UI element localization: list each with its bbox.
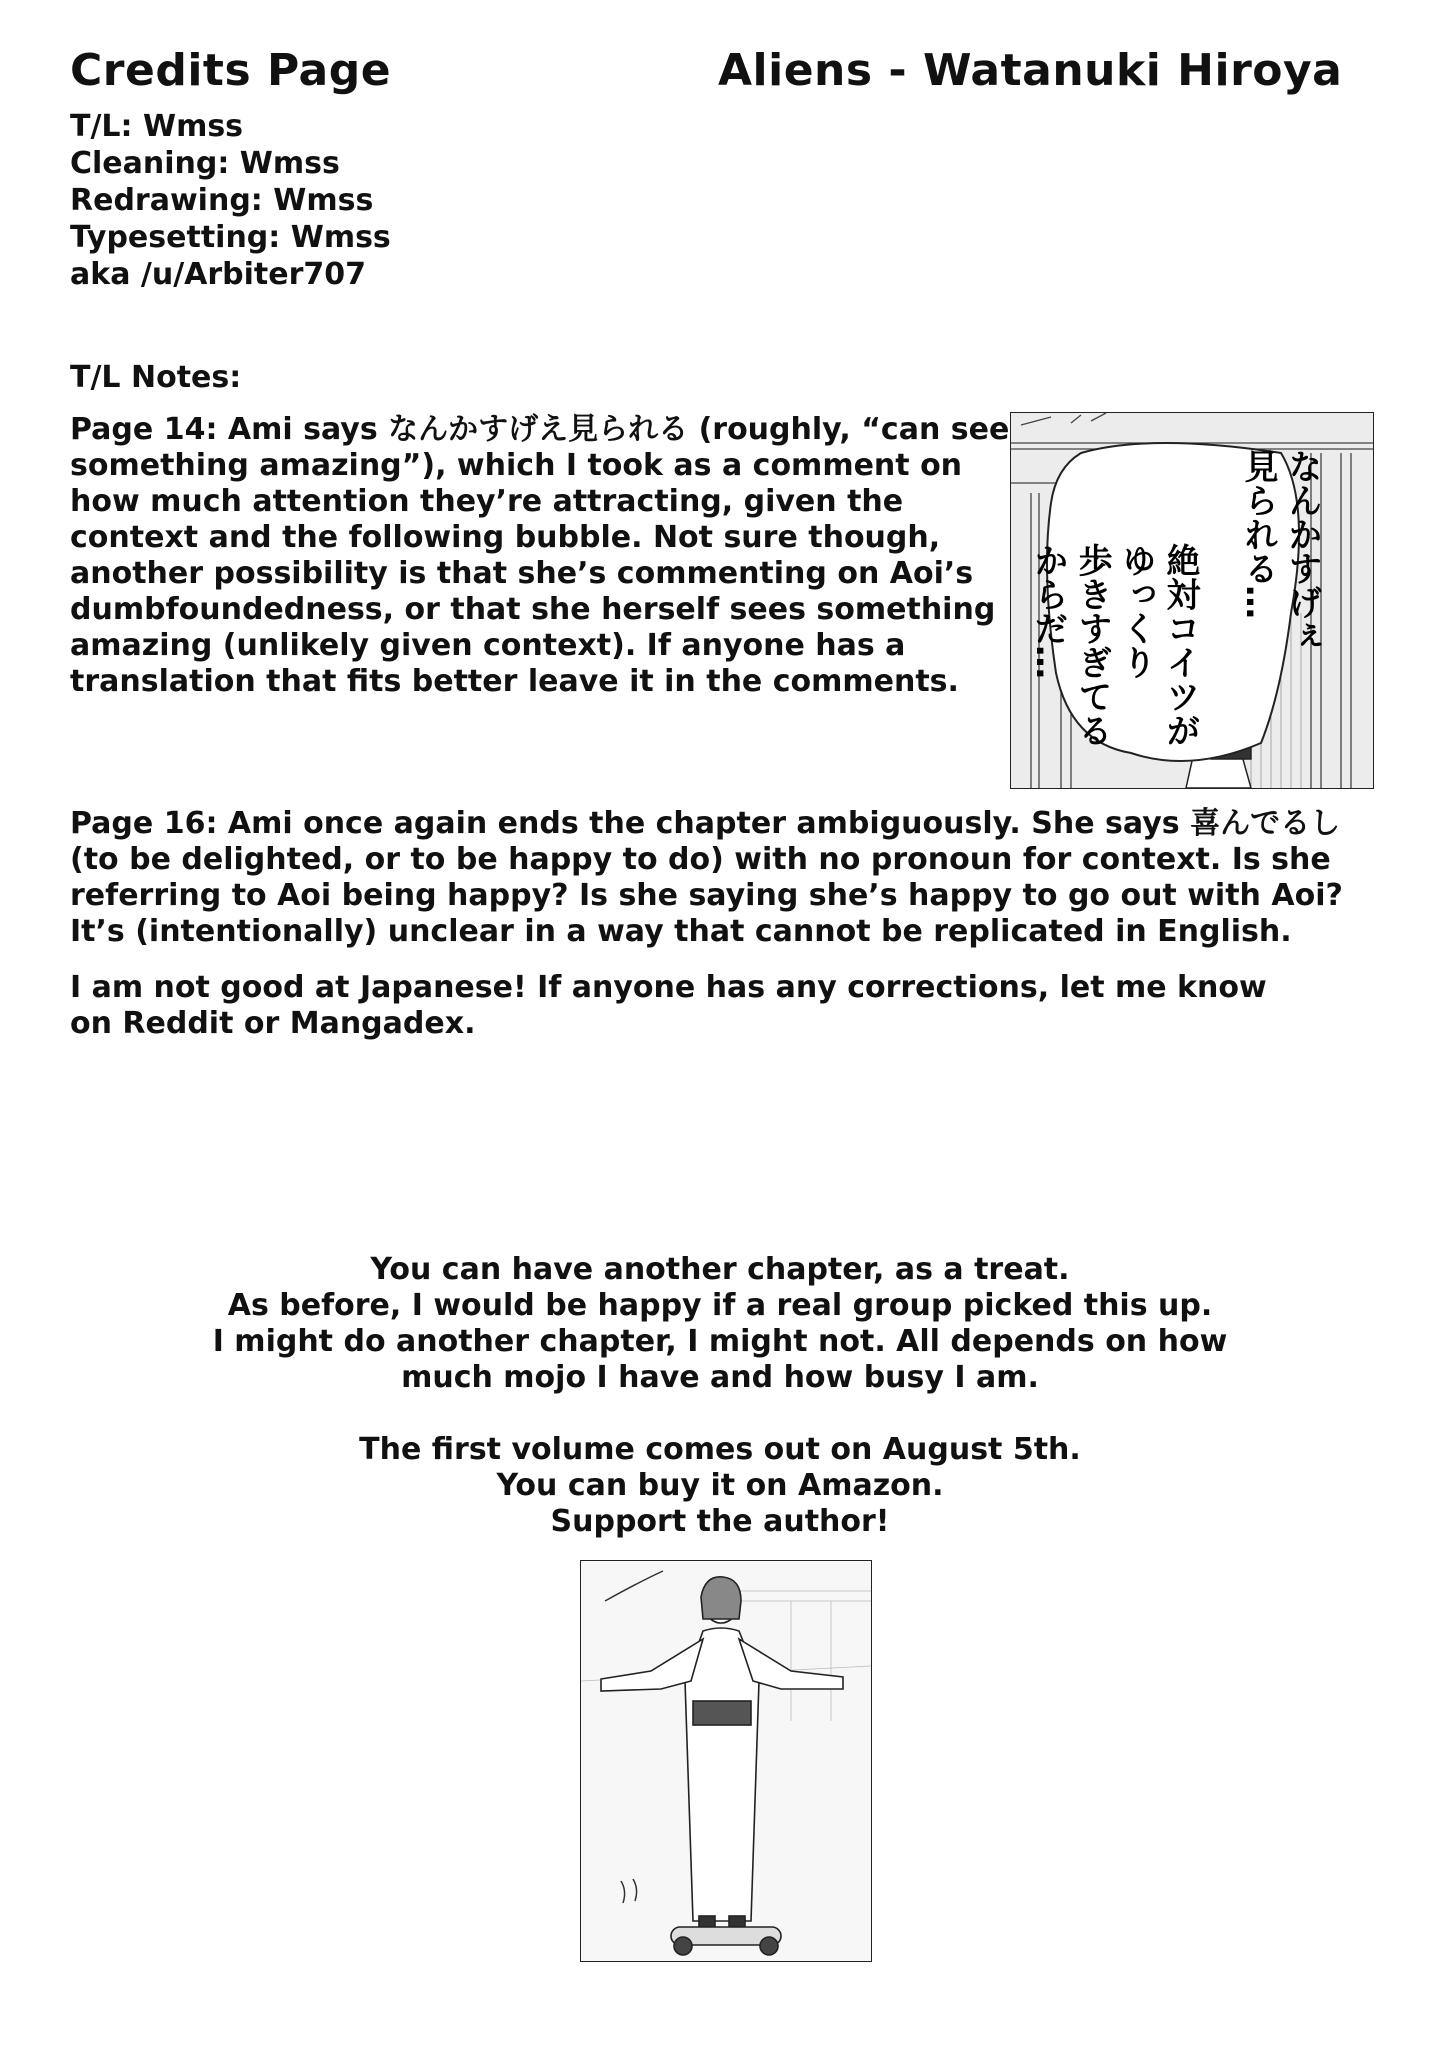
closing-line: You can have another chapter, as a treat. [370,1252,1070,1287]
notes-heading: T/L Notes: [70,360,242,395]
note-line: how much attention they’re attracting, given the [70,484,904,519]
page-title: Credits Page [70,45,392,96]
note-line: Page 16: Ami once again ends the chapter ambiguously. She says 喜んでるし [70,806,1341,841]
note-line: context and the following bubble. Not sure though, [70,520,941,555]
credit-line: aka /u/Arbiter707 [70,257,367,292]
credit-line: Cleaning: Wmss [70,146,340,181]
kimono-hoverboard-illustration [580,1560,872,1962]
credit-line: T/L: Wmss [70,109,244,144]
credit-line: Redrawing: Wmss [70,183,374,218]
closing-line: much mojo I have and how busy I am. [401,1360,1039,1395]
note-line: It’s (intentionally) unclear in a way that cannot be replicated in English. [70,914,1292,949]
release-info [0,1432,1440,1540]
note-line: something amazing”), which I took as a comment on [70,448,963,483]
closing-line: I might do another chapter, I might not. All depends on how [212,1324,1228,1359]
bubble-text-col2: 見られる… [1238,449,1278,619]
series-title: Aliens - Watanuki Hiroya [718,45,1343,96]
bubble-text-col3: 絶対コイツが [1160,543,1200,747]
note-line: amazing (unlikely given context). If anyone has a [70,628,906,663]
note-line: referring to Aoi being happy? Is she saying she’s happy to go out with Aoi? [70,878,1343,913]
note-line: Page 14: Ami says なんかすげえ見られる (roughly, “can see [70,412,1010,447]
closing-line: You can buy it on Amazon. [496,1468,944,1503]
note-line: I am not good at Japanese! If anyone has any corrections, let me know [70,970,1267,1005]
closing-message [0,1252,1440,1396]
note-line: on Reddit or Mangadex. [70,1006,476,1041]
credits-list [70,108,391,293]
closing-line: Support the author! [550,1504,890,1539]
credit-line: Typesetting: Wmss [70,220,391,255]
page16-note [70,806,1343,950]
bubble-text-col5: 歩きすぎてる [1072,543,1112,747]
disclaimer [70,970,1267,1042]
closing-line: The first volume comes out on August 5th. [359,1432,1081,1467]
note-line: (to be delighted, or to be happy to do) with no pronoun for context. Is she [70,842,1331,877]
note-line: dumbfoundedness, or that she herself sees something [70,592,996,627]
bubble-text-col4: ゆっくり [1116,543,1156,679]
note-line: another possibility is that she’s commenting on Aoi’s [70,556,974,591]
bubble-text-col6: からだ… [1028,543,1068,679]
bubble-text-col1: なんかすげぇ [1282,449,1322,653]
illustration-art [581,1561,871,1961]
manga-panel-page14 [1010,412,1374,789]
page14-note [70,412,1009,700]
closing-line: As before, I would be happy if a real group picked this up. [227,1288,1213,1323]
note-line: translation that fits better leave it in the comments. [70,664,959,699]
